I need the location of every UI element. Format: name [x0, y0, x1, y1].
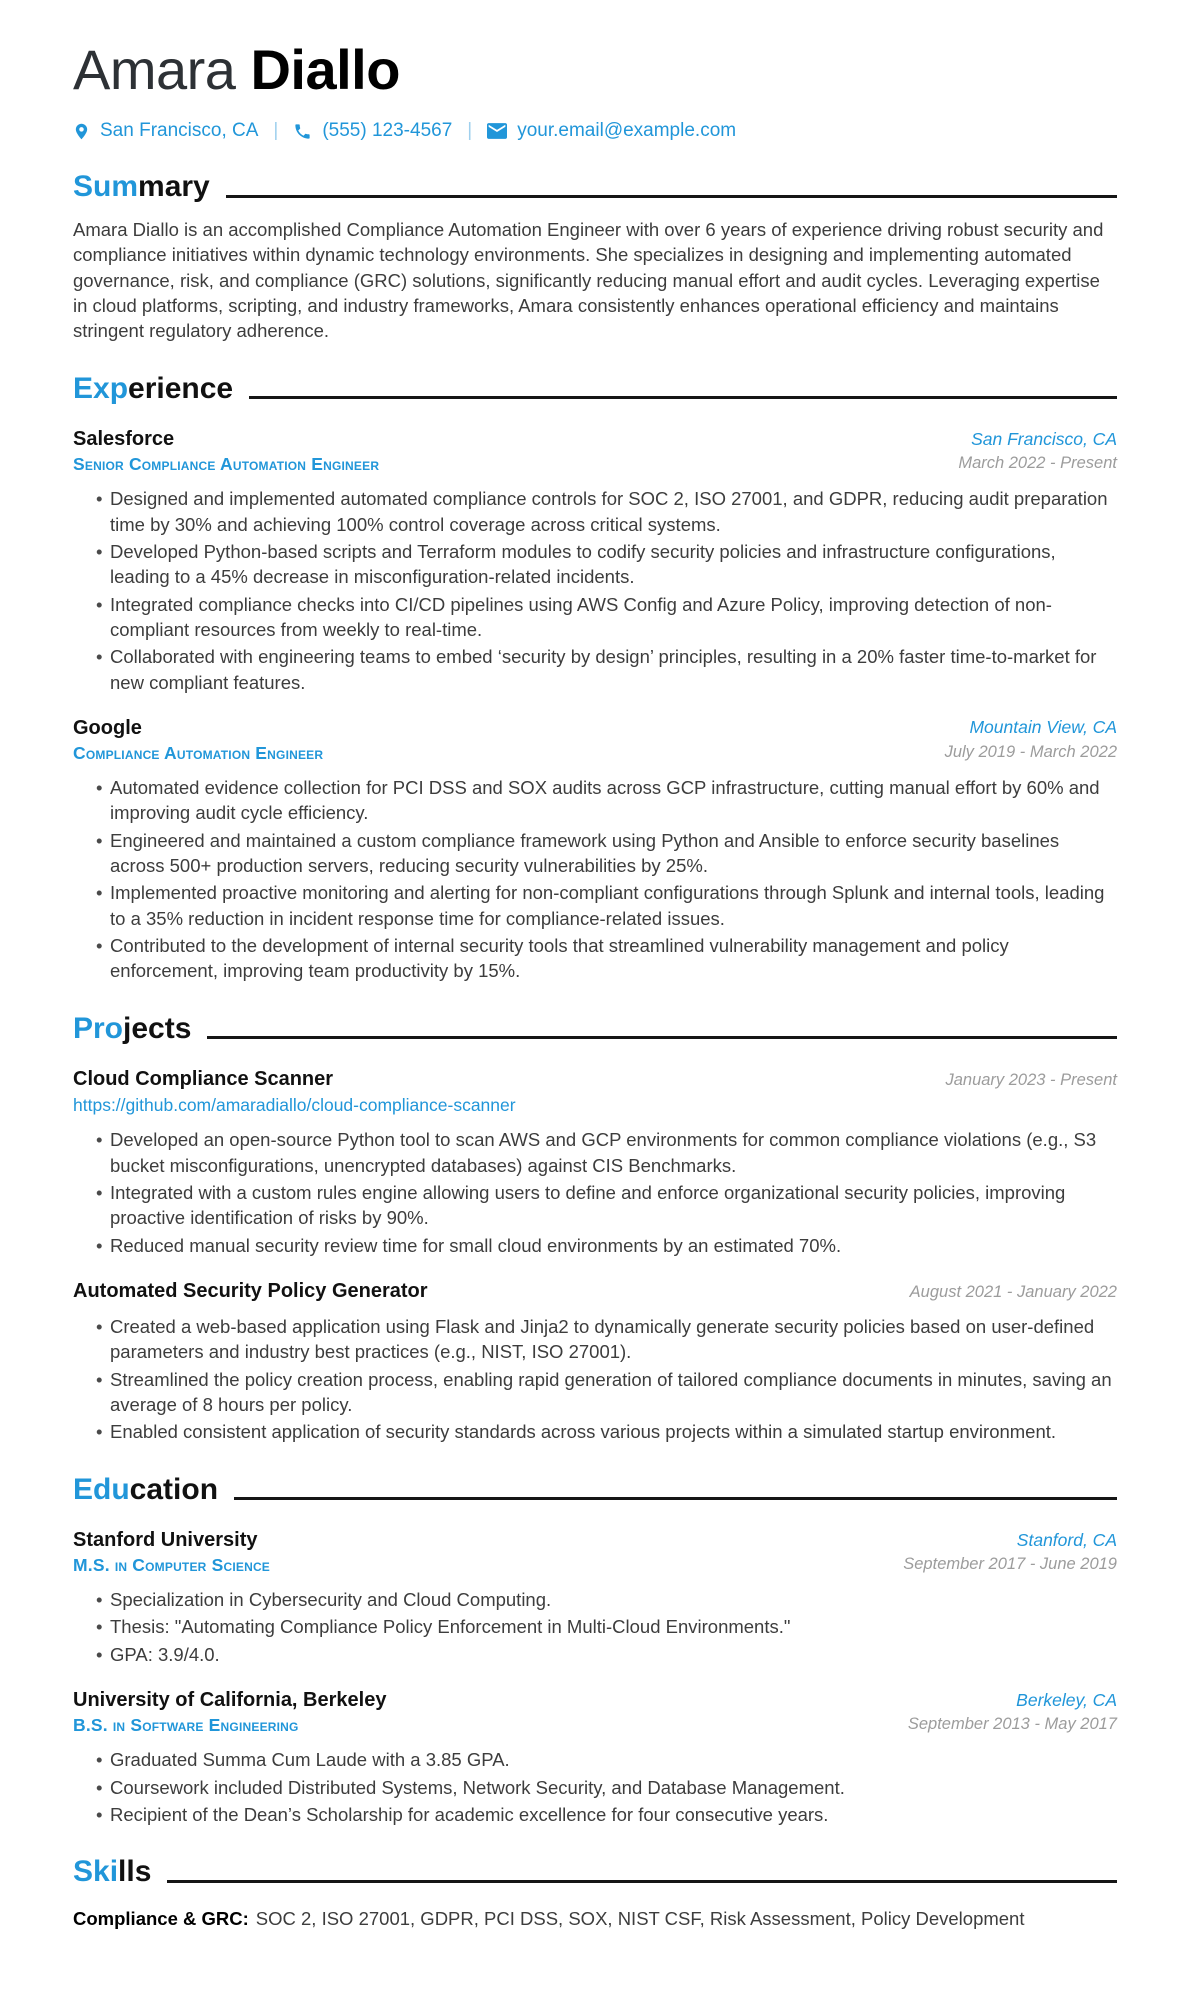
project-name: Automated Security Policy Generator — [73, 1279, 428, 1302]
section-projects — [73, 1012, 1117, 1445]
job-location: Mountain View, CA — [969, 717, 1117, 738]
company-name: Google — [73, 716, 142, 739]
bullet-item: • Designed and implemented automated compliance controls for SOC 2, ISO 27001, and GDPR, reducing audit preparation time by 30% and achieving 100% control coverage across critical systems. — [73, 486, 1117, 537]
summary-text: Amara Diallo is an accomplished Compliance Automation Engineer with over 6 years of experience driving robust security and compliance initiatives within dynamic technology environments. She specializes in designing and implementing automated governance, risk, and compliance (GRC) solutions, significantly reducing manual effort and audit cycles. Leveraging expertise in cloud platforms, scripting, and industry frameworks, Amara consistently enhances operational efficiency and maintains stringent regulatory adherence. — [73, 218, 1104, 342]
last-name: Diallo — [250, 38, 400, 101]
project-bullets — [73, 1127, 1117, 1258]
bullet-item: • Specialization in Cybersecurity and Cloud Computing. — [73, 1587, 1117, 1612]
entry-header — [73, 1067, 1117, 1116]
bullet-item: • Automated evidence collection for PCI DSS and SOX audits across GCP infrastructure, cutting manual effort by 60% and improving audit cycle efficiency. — [73, 775, 1117, 826]
project-link[interactable]: https://github.com/amaradiallo/cloud-compliance-scanner — [73, 1095, 516, 1116]
experience-entry-google — [73, 716, 1117, 984]
project-name: Cloud Compliance Scanner — [73, 1068, 334, 1091]
degree-name: M.S. in Computer Science — [73, 1555, 271, 1576]
bullet-item: • Thesis: "Automating Compliance Policy Enforcement in Multi-Cloud Environments." — [73, 1614, 1117, 1639]
projects-heading — [73, 1012, 1117, 1047]
school-dates: September 2013 - May 2017 — [907, 1715, 1117, 1734]
bullet-item: • Integrated with a custom rules engine allowing users to define and enforce organizational security policies, improving proactive identification of risks by 90%. — [73, 1180, 1117, 1231]
bullet-item: • Engineered and maintained a custom compliance framework using Python and Ansible to enforce security baselines across 500+ production servers, reducing security vulnerabilities by 25%. — [73, 828, 1117, 879]
project-dates: August 2021 - January 2022 — [909, 1282, 1117, 1301]
envelope-icon — [487, 123, 507, 139]
heading-accent: Pro — [73, 1011, 124, 1045]
contact-phone[interactable] — [293, 120, 452, 142]
bullet-item: • Graduated Summa Cum Laude with a 3.85 GPA. — [73, 1747, 1117, 1772]
project-bullets — [73, 1314, 1117, 1445]
education-heading — [73, 1473, 1117, 1508]
bullet-item: • Coursework included Distributed Systems, Network Security, and Database Management. — [73, 1775, 1117, 1800]
heading-rest: jects — [123, 1011, 192, 1045]
entry-header — [73, 716, 1117, 764]
job-title: Compliance Automation Engineer — [73, 742, 324, 763]
company-name: Salesforce — [73, 428, 175, 451]
bullet-item: • Created a web-based application using Flask and Jinja2 to dynamically generate security policies based on user-defined parameters and industry best practices (e.g., NIST, ISO 27001). — [73, 1314, 1117, 1365]
section-skills — [73, 1855, 1117, 1931]
job-location: San Francisco, CA — [971, 428, 1117, 449]
bullet-item: • Streamlined the policy creation process, enabling rapid generation of tailored compliance documents in minutes, saving an average of 8 hours per policy. — [73, 1367, 1117, 1418]
job-bullets — [73, 775, 1117, 984]
section-experience — [73, 372, 1117, 984]
skill-group-text: SOC 2, ISO 27001, GDPR, PCI DSS, SOX, NIST CSF, Risk Assessment, Policy Development — [255, 1907, 1025, 1929]
bullet-item: • Enabled consistent application of security standards across various projects within a simulated startup environment. — [73, 1419, 1117, 1444]
experience-entry-salesforce — [73, 427, 1117, 695]
heading-rule — [249, 396, 1117, 399]
entry-header — [73, 1688, 1117, 1736]
first-name: Amara — [73, 38, 236, 101]
school-location: Berkeley, CA — [1016, 1689, 1117, 1710]
school-location: Stanford, CA — [1016, 1529, 1117, 1550]
project-entry-policy-generator — [73, 1279, 1117, 1445]
school-bullets — [73, 1747, 1117, 1827]
skills-group-compliance-grc — [73, 1906, 1117, 1931]
contact-separator: | — [273, 120, 279, 142]
school-name: Stanford University — [73, 1529, 258, 1552]
experience-heading — [73, 372, 1117, 407]
education-entry-stanford — [73, 1528, 1117, 1667]
resume-header — [73, 40, 1117, 142]
school-name: University of California, Berkeley — [73, 1689, 387, 1712]
bullet-item: • Integrated compliance checks into CI/CD pipelines using AWS Config and Azure Policy, improving detection of non-compliant resources from weekly to real-time. — [73, 592, 1117, 643]
entry-header — [73, 1528, 1117, 1576]
job-title: Senior Compliance Automation Engineer — [73, 454, 380, 475]
section-summary — [73, 170, 1117, 343]
skills-heading — [73, 1855, 1117, 1890]
heading-accent: Sum — [73, 170, 139, 204]
heading-rule — [167, 1880, 1117, 1883]
bullet-item: • Developed an open-source Python tool to scan AWS and GCP environments for common compliance violations (e.g., S3 bucket misconfigurations, unencrypted databases) against CIS Benchmarks. — [73, 1127, 1117, 1178]
bullet-item: • Reduced manual security review time for small cloud environments by an estimated 70%. — [73, 1233, 1117, 1258]
project-entry-cloud-compliance-scanner — [73, 1067, 1117, 1258]
job-dates: July 2019 - March 2022 — [944, 742, 1117, 761]
skill-group-label: Compliance & GRC: — [73, 1907, 249, 1929]
project-dates: January 2023 - Present — [945, 1071, 1117, 1090]
bullet-item: • Developed Python-based scripts and Terraform modules to codify security policies and infrastructure configurations, leading to a 45% decrease in misconfiguration-related incidents. — [73, 539, 1117, 590]
heading-rest: lls — [118, 1855, 152, 1889]
contact-email[interactable] — [487, 120, 736, 142]
heading-rule — [234, 1497, 1117, 1500]
contact-location-text: San Francisco, CA — [100, 120, 259, 142]
heading-accent: Ski — [73, 1855, 119, 1889]
education-entry-berkeley — [73, 1688, 1117, 1827]
bullet-item: • Recipient of the Dean’s Scholarship for academic excellence for four consecutive years. — [73, 1802, 1117, 1827]
contact-separator: | — [467, 120, 473, 142]
phone-icon — [293, 122, 312, 141]
job-bullets — [73, 486, 1117, 695]
heading-rest: erience — [128, 371, 234, 405]
school-dates: September 2017 - June 2019 — [903, 1555, 1117, 1574]
school-bullets — [73, 1587, 1117, 1667]
heading-accent: Exp — [73, 371, 129, 405]
contact-location — [73, 120, 258, 142]
heading-rule — [207, 1036, 1117, 1039]
contact-row — [73, 120, 1117, 142]
degree-name: B.S. in Software Engineering — [73, 1715, 299, 1736]
section-education — [73, 1473, 1117, 1828]
heading-rest: cation — [129, 1472, 219, 1506]
heading-accent: Edu — [73, 1472, 130, 1506]
bullet-item: • Contributed to the development of internal security tools that streamlined vulnerability management and policy enforcement, improving team productivity by 15%. — [73, 933, 1117, 984]
entry-header — [73, 427, 1117, 475]
contact-phone-text: (555) 123-4567 — [322, 120, 453, 142]
contact-email-text: your.email@example.com — [517, 120, 737, 142]
bullet-item: • GPA: 3.9/4.0. — [73, 1642, 1117, 1667]
heading-rest: mary — [138, 170, 210, 204]
heading-rule — [226, 195, 1117, 198]
job-dates: March 2022 - Present — [958, 454, 1117, 473]
bullet-item: • Collaborated with engineering teams to embed ‘security by design’ principles, resulting in a 20% faster time-to-market for new compliant features. — [73, 644, 1117, 695]
map-pin-icon — [73, 121, 90, 142]
entry-header — [73, 1279, 1117, 1303]
bullet-item: • Implemented proactive monitoring and alerting for non-compliant configurations through Splunk and internal tools, leading to a 35% reduction in incident response time for compliance-related issues. — [73, 880, 1117, 931]
summary-heading — [73, 170, 1117, 205]
page-title — [73, 40, 1117, 100]
